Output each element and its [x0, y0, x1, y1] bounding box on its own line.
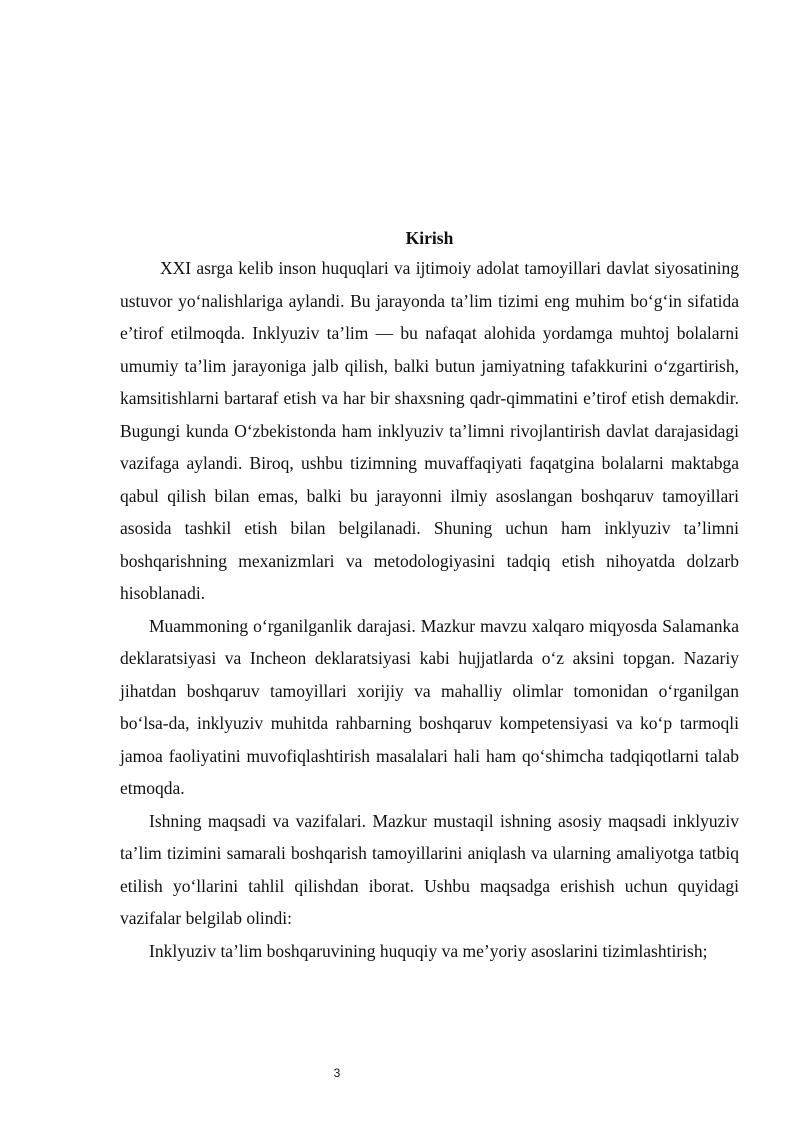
paragraph-goals-tasks: Ishning maqsadi va vazifalari. Mazkur mustaqil ishning asosiy maqsadi inklyuziv ta’lim tizimini samarali boshqarish tamoyillarini aniqlash va ularning amaliyotga tatbiq etilish yo‘llarini tahlil qilishdan iborat. Ushbu maqsadga erishish uchun quyidagi vazifalar belgilab olindi: — [120, 810, 739, 928]
paragraph-introduction: XXI asrga kelib inson huquqlari va ijtimoiy adolat tamoyillari davlat siyosatining ustuvor yo‘nalishlariga aylandi. Bu jarayonda ta’lim tizimi eng muhim bo‘g‘in sifatida e’tirof etilmoqda. Inklyuziv ta’lim — bu nafaqat alohida yordamga muhtoj bolalarni umumiy ta’lim jarayoniga jalb qilish, balki butun jamiyatning tafakkurini o‘zgartirish, kamsitishlarni bartaraf etish va har bir shaxsning qadr-qimmatini e’tirof etish demakdir. Bugungi kunda O‘zbekistonda ham inklyuziv ta’limni rivojlantirish davlat darajasidagi vazifaga aylandi. Biroq, ushbu tizimning muvaffaqiyati faqatgina bolalarni maktabga qabul qilish bilan emas, balki bu jarayonni ilmiy asoslangan boshqaruv tamoyillari asosida tashkil etish bilan belgilanadi. Shuning uchun ham inklyuziv ta’limni boshqarishning mexanizmlari va metodologiyasini tadqiq etish nihoyatda dolzarb hisoblanadi. — [120, 258, 739, 603]
paragraph-task-item: Inklyuziv ta’lim boshqaruvining huquqiy va me’yoriy asoslarini tizimlashtirish; — [149, 940, 708, 961]
document-body — [120, 226, 739, 967]
section-heading: Kirish — [405, 228, 454, 248]
paragraph-research-level: Muammoning o‘rganilganlik darajasi. Mazkur mavzu xalqaro miqyosda Salamanka deklaratsiyasi va Incheon deklaratsiyasi kabi hujjatlarda o‘z aksini topgan. Nazariy jihatdan boshqaruv tamoyillari xorijiy va mahalliy olimlar tomonidan o‘rganilgan bo‘lsa-da, inklyuziv muhitda rahbarning boshqaruv kompetensiyasi va ko‘p tarmoqli jamoa faoliyatini muvofiqlashtirish masalalari hali ham qo‘shimcha tadqiqotlarni talab etmoqda. — [120, 615, 739, 798]
page-number: 3 — [333, 1066, 341, 1080]
